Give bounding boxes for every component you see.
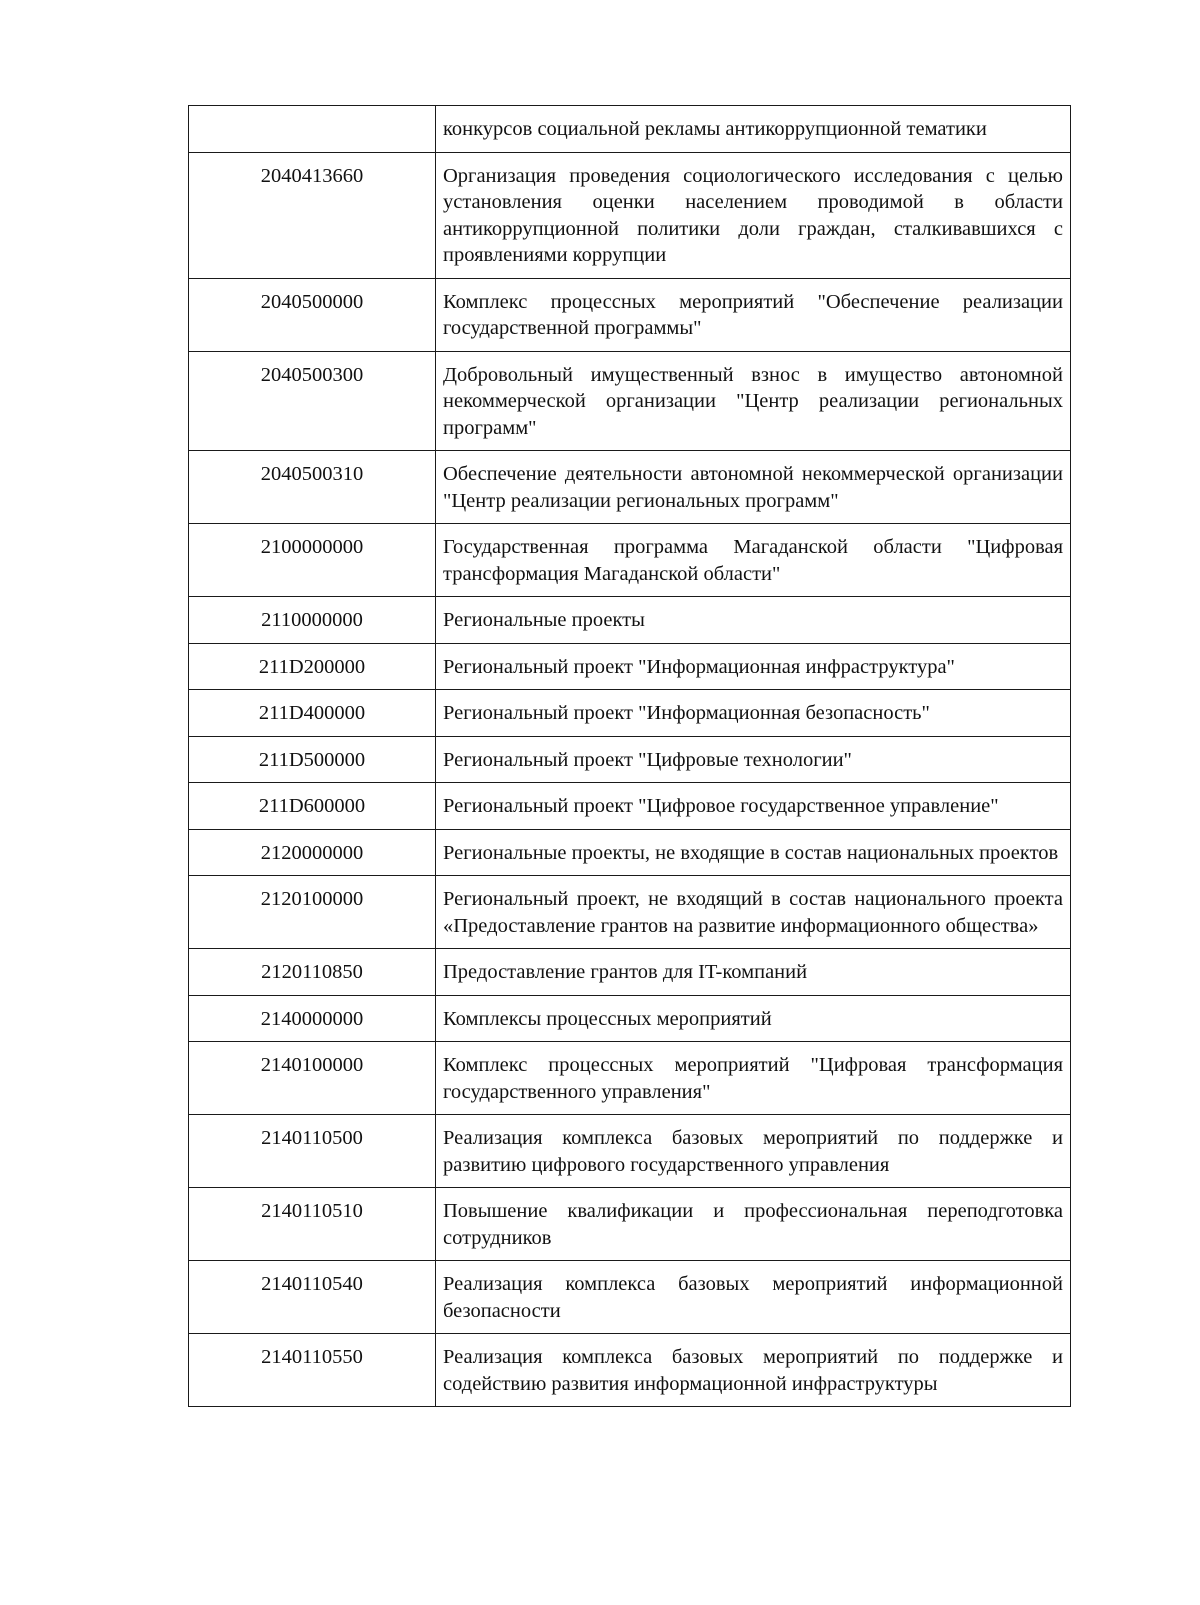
table-row: [189, 152, 1071, 278]
table-row: [189, 949, 1071, 996]
code-cell: 2140110510: [189, 1188, 436, 1261]
code-cell: 2040500000: [189, 278, 436, 351]
description-cell: Региональный проект "Информационная инфраструктура": [436, 643, 1071, 690]
code-cell: 211D400000: [189, 690, 436, 737]
description-cell: Реализация комплекса базовых мероприятий по поддержке и содействию развития информационной инфраструктуры: [436, 1334, 1071, 1407]
table-row: [189, 1261, 1071, 1334]
description-cell: Региональный проект "Цифровые технологии": [436, 736, 1071, 783]
description-cell: Реализация комплекса базовых мероприятий по поддержке и развитию цифрового государственного управления: [436, 1115, 1071, 1188]
table-row: [189, 451, 1071, 524]
table-row: [189, 643, 1071, 690]
code-cell: 2120100000: [189, 876, 436, 949]
table-row: [189, 106, 1071, 153]
code-cell: 2140100000: [189, 1042, 436, 1115]
table-row: [189, 736, 1071, 783]
code-cell: 2040500310: [189, 451, 436, 524]
code-cell: 2040413660: [189, 152, 436, 278]
description-cell: Реализация комплекса базовых мероприятий информационной безопасности: [436, 1261, 1071, 1334]
description-cell: Предоставление грантов для IT-компаний: [436, 949, 1071, 996]
description-cell: Повышение квалификации и профессиональная переподготовка сотрудников: [436, 1188, 1071, 1261]
table-row: [189, 1188, 1071, 1261]
table-row: [189, 783, 1071, 830]
table-row: [189, 1115, 1071, 1188]
description-cell: Комплекс процессных мероприятий "Обеспечение реализации государственной программы": [436, 278, 1071, 351]
code-cell: 2040500300: [189, 351, 436, 451]
table-row: [189, 351, 1071, 451]
code-cell: 2120110850: [189, 949, 436, 996]
table-row: [189, 597, 1071, 644]
table-row: [189, 876, 1071, 949]
table-row: [189, 1042, 1071, 1115]
code-cell: 2140000000: [189, 995, 436, 1042]
code-cell: 211D200000: [189, 643, 436, 690]
code-cell: 2140110500: [189, 1115, 436, 1188]
description-cell: Региональный проект "Информационная безопасность": [436, 690, 1071, 737]
description-cell: Региональные проекты: [436, 597, 1071, 644]
description-cell: Государственная программа Магаданской области "Цифровая трансформация Магаданской области": [436, 524, 1071, 597]
code-cell: 2100000000: [189, 524, 436, 597]
description-cell: Комплексы процессных мероприятий: [436, 995, 1071, 1042]
table-row: [189, 524, 1071, 597]
description-cell: Организация проведения социологического исследования с целью установления оценки населением проводимой в области антикоррупционной политики доли граждан, сталкивавшихся с проявлениями коррупции: [436, 152, 1071, 278]
budget-code-table: [188, 105, 1071, 1407]
code-cell: 2120000000: [189, 829, 436, 876]
code-cell: 2140110540: [189, 1261, 436, 1334]
description-cell: Комплекс процессных мероприятий "Цифровая трансформация государственного управления": [436, 1042, 1071, 1115]
table-row: [189, 278, 1071, 351]
description-cell: Добровольный имущественный взнос в имущество автономной некоммерческой организации "Центр реализации региональных программ": [436, 351, 1071, 451]
description-cell: Региональные проекты, не входящие в состав национальных проектов: [436, 829, 1071, 876]
table-row: [189, 995, 1071, 1042]
table-row: [189, 829, 1071, 876]
code-cell: 2140110550: [189, 1334, 436, 1407]
description-cell: конкурсов социальной рекламы антикоррупционной тематики: [436, 106, 1071, 153]
code-cell: [189, 106, 436, 153]
table-row: [189, 1334, 1071, 1407]
code-cell: 211D600000: [189, 783, 436, 830]
description-cell: Региональный проект "Цифровое государственное управление": [436, 783, 1071, 830]
code-cell: 2110000000: [189, 597, 436, 644]
description-cell: Обеспечение деятельности автономной некоммерческой организации "Центр реализации региональных программ": [436, 451, 1071, 524]
description-cell: Региональный проект, не входящий в состав национального проекта «Предоставление грантов на развитие информационного общества»: [436, 876, 1071, 949]
table-row: [189, 690, 1071, 737]
code-cell: 211D500000: [189, 736, 436, 783]
